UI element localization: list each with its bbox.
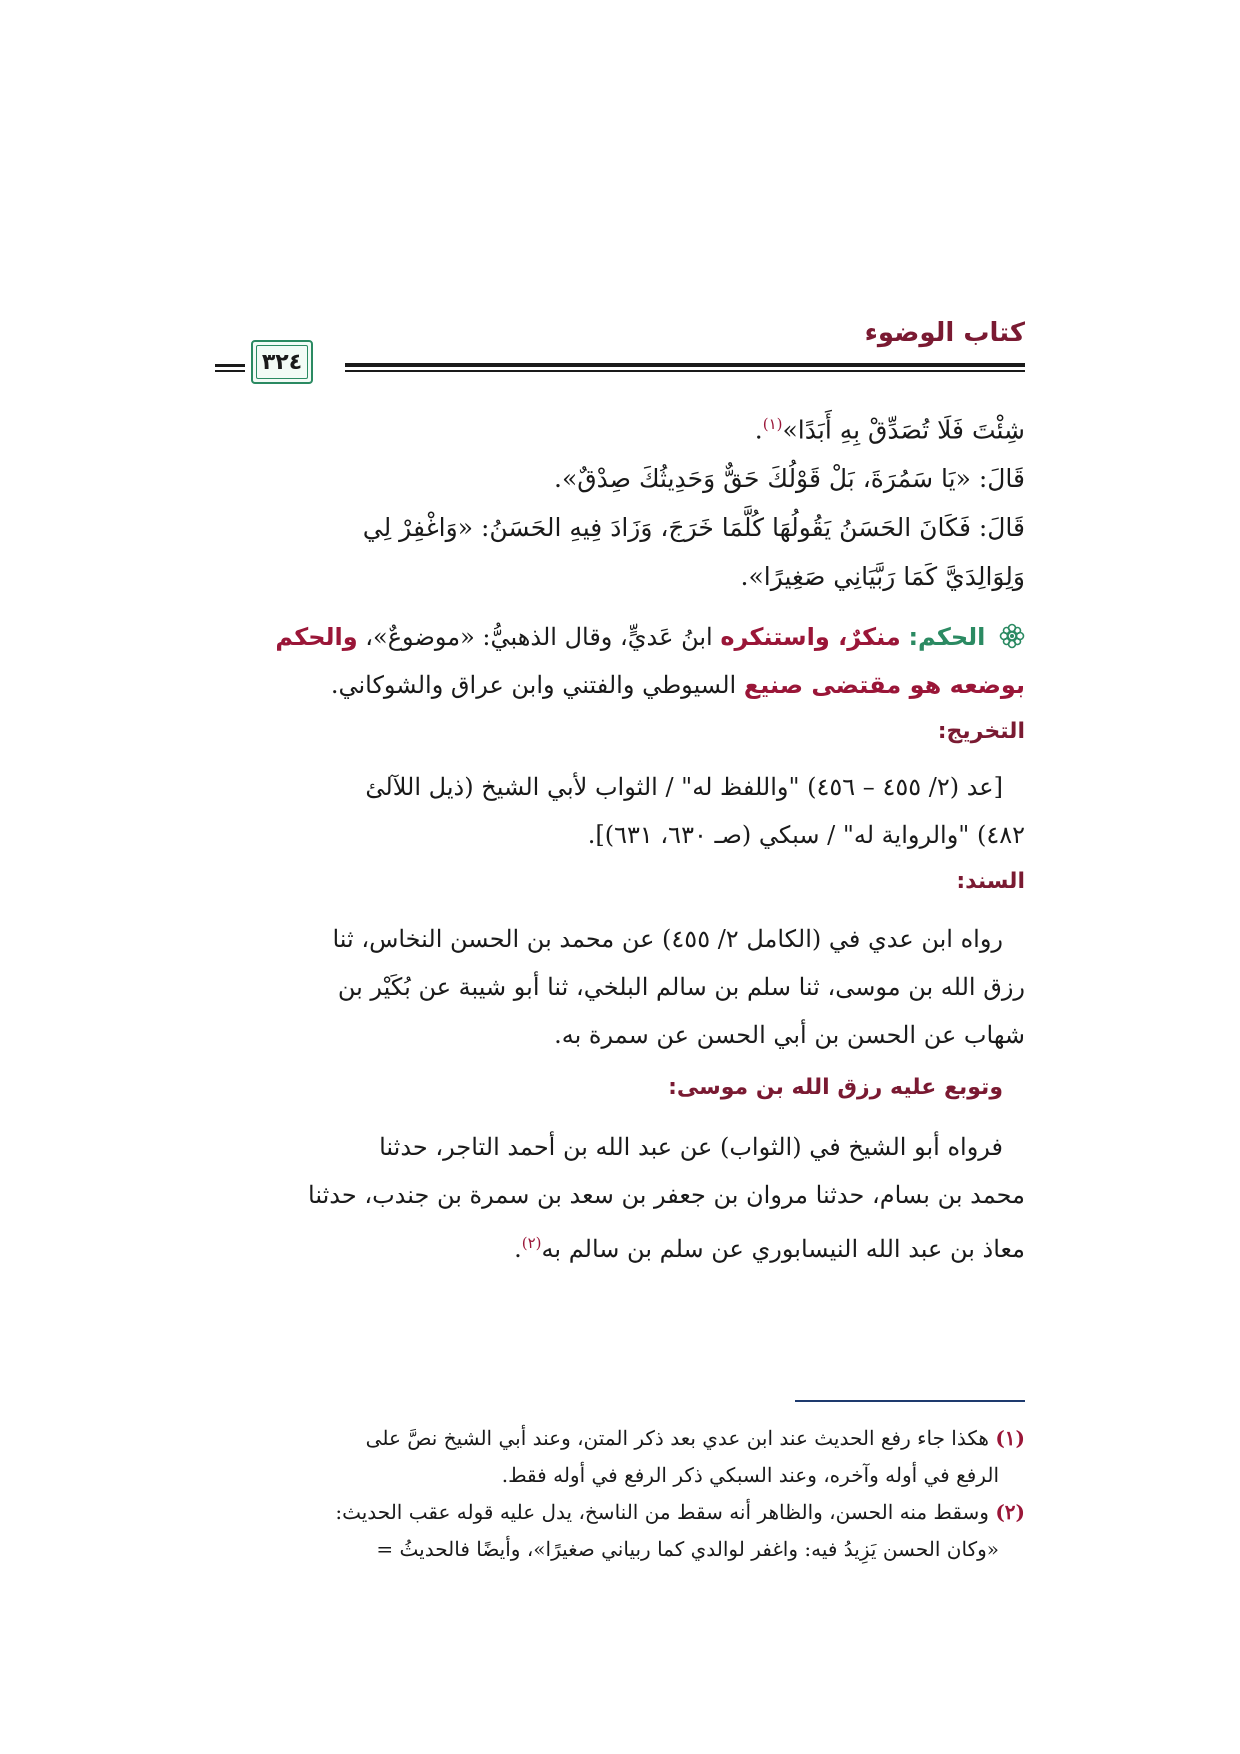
- book-title: كتاب الوضوء: [864, 318, 1025, 348]
- ruling-line: [215, 613, 1025, 661]
- footnote-ref[interactable]: (١): [762, 415, 783, 433]
- mutaba-line: فرواه أبو الشيخ في (الثواب) عن عبد الله بن أحمد التاجر، حدثنا: [379, 1133, 1003, 1162]
- punctuation: .: [754, 415, 763, 445]
- ruling-line: [215, 661, 1025, 709]
- header-rule: [345, 363, 1025, 367]
- mutaba-line: محمد بن بسام، حدثنا مروان بن جعفر بن سعد بن سمرة بن جندب، حدثنا: [308, 1181, 1025, 1210]
- page-number: ٣٢٤: [261, 349, 303, 375]
- hadith-line: قَالَ: «يَا سَمُرَةَ، بَلْ قَوْلُكَ حَقٌّ وَحَدِيثُكَ صِدْقٌ».: [554, 464, 1025, 494]
- footnote-ref[interactable]: (٢): [521, 1234, 542, 1253]
- takhrij-line: [عد (٢/ ٤٥٥ – ٤٥٦) "واللفظ له" / الثواب لأبي الشيخ (ذيل اللآلئ: [365, 773, 1003, 802]
- ruling-text: السيوطي والفتني وابن عراق والشوكاني.: [330, 671, 737, 700]
- takhrij-line: ٤٨٢) "والرواية له" / سبكي (صـ ٦٣٠، ٦٣١)].: [587, 821, 1025, 850]
- page-number-frame: [251, 340, 313, 384]
- ruling-bold: والحكم: [275, 623, 358, 652]
- ruling-text: ابنُ عَديٍّ، وقال الذهبيُّ: «موضوعٌ»،: [365, 623, 713, 652]
- footnote-item: [215, 1420, 1025, 1457]
- footnote-text: الرفع في أوله وآخره، وعند السبكي ذكر الرفع في أوله فقط.: [501, 1463, 999, 1487]
- flower-ornament-icon: [999, 617, 1025, 643]
- hadith-line: [215, 400, 1025, 454]
- footnote-text: وسقط منه الحسن، والظاهر أنه سقط من الناسخ، يدل عليه قوله عقب الحديث:: [335, 1500, 989, 1524]
- footnote-text: «وكان الحسن يَزِيدُ فيه: واغفر لوالدي كما ربياني صغيرًا»، وأيضًا فالحديثُ =: [376, 1537, 999, 1561]
- footnote-number: (١): [995, 1426, 1025, 1450]
- sanad-heading: السند:: [956, 869, 1025, 895]
- header-rule-left: [215, 364, 245, 367]
- footnote-text: هكذا جاء رفع الحديث عند ابن عدي بعد ذكر المتن، وعند أبي الشيخ نصَّ على: [365, 1426, 989, 1450]
- ruling-verdict: منكرٌ، واستنكره: [720, 623, 901, 652]
- sanad-line: رواه ابن عدي في (الكامل ٢/ ٤٥٥) عن محمد بن الحسن النخاس، ثنا: [332, 925, 1003, 954]
- header-rule-thin: [345, 370, 1025, 372]
- takhrij-heading: التخريج:: [937, 719, 1025, 745]
- mutaba-line: [215, 1219, 1025, 1273]
- footnote-number: (٢): [995, 1500, 1025, 1524]
- ruling-label: الحكم:: [908, 623, 986, 652]
- mutaba-heading: وتوبع عليه رزق الله بن موسى:: [668, 1075, 1003, 1101]
- page-header: [215, 318, 1025, 388]
- hadith-line: قَالَ: فَكَانَ الحَسَنُ يَقُولُهَا كُلَّمَا خَرَجَ، وَزَادَ فِيهِ الحَسَنُ: «وَاغْفِرْ لِي: [362, 513, 1025, 543]
- sanad-line: شهاب عن الحسن بن أبي الحسن عن سمرة به.: [554, 1021, 1025, 1050]
- punctuation: .: [514, 1235, 522, 1264]
- mutaba-text: معاذ بن عبد الله النيسابوري عن سلم بن سالم به: [541, 1235, 1025, 1264]
- hadith-line: وَلِوَالِدَيَّ كَمَا رَبَّيَانِي صَغِيرًا».: [740, 562, 1025, 592]
- ruling-bold: بوضعه هو مقتضى صنيع: [743, 671, 1025, 700]
- footnote-divider: [795, 1400, 1025, 1402]
- main-text: [215, 400, 1025, 1273]
- header-rule-left-thin: [215, 370, 245, 372]
- sanad-line: رزق الله بن موسى، ثنا سلم بن سالم البلخي، ثنا أبو شيبة عن بُكَيْر بن: [337, 973, 1025, 1002]
- hadith-text: شِئْتَ فَلَا تُصَدِّقْ بِهِ أَبَدًا»: [782, 415, 1025, 445]
- footnotes: [215, 1420, 1025, 1568]
- footnote-item: [215, 1494, 1025, 1531]
